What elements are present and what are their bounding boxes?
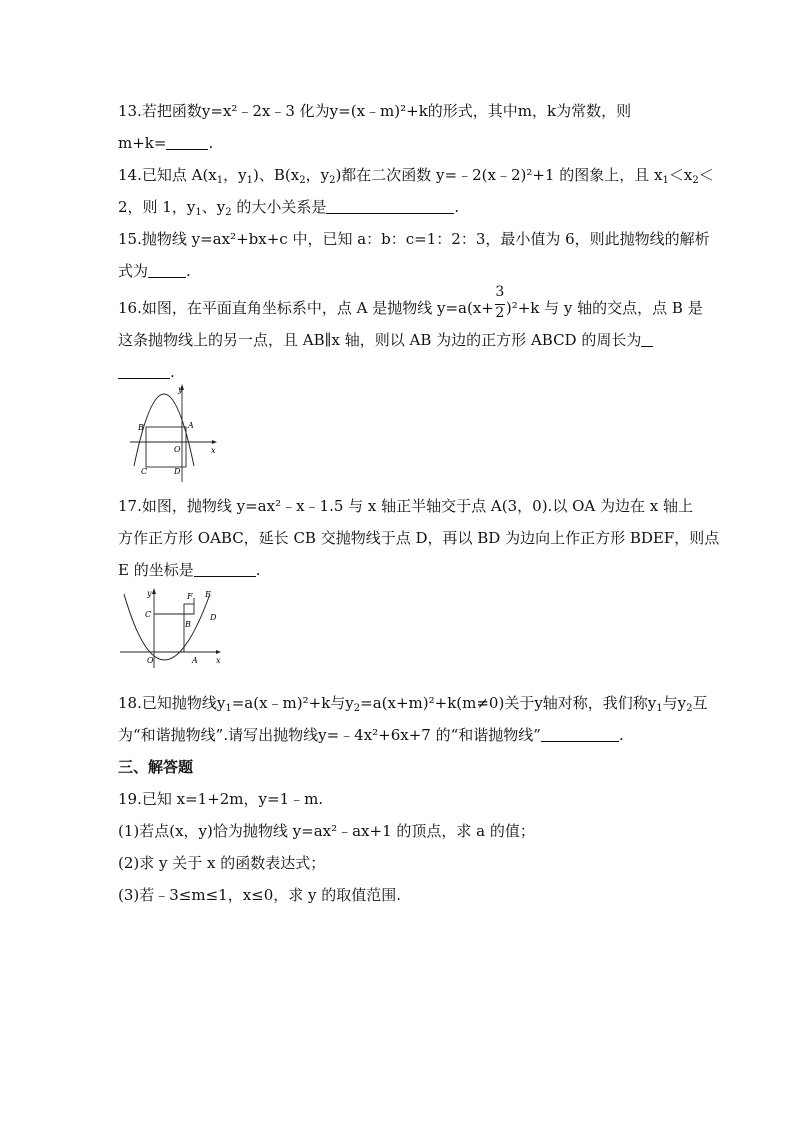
q17-line1: 17.如图，抛物线 y=ax²﹣x﹣1.5 与 x 轴正半轴交于点 A(3，0).以 OA 为边在 x 轴上 <box>118 497 693 515</box>
label-a: A <box>188 421 194 430</box>
q16-line2: 这条抛物线上的另一点，且 AB∥x 轴，则以 AB 为边的正方形 ABCD 的周长为 <box>118 330 653 350</box>
q15-line1: 15.抛物线 y=ax²+bx+c 中，已知 a：b：c=1：2：3，最小值为 6，则此抛物线的解析 <box>118 230 710 248</box>
label-c: C <box>141 467 148 476</box>
y-axis-arrow <box>152 588 156 594</box>
label-c: C <box>145 610 152 619</box>
label-d: D <box>174 467 181 476</box>
q18-line1: 18.已知抛物线$y_1=a(x﹣m)^2+k$与$y_2=a(x+m)^2+k(m\ne 0)$关于y轴对称，我们称$y_1$与$y_2$互 <box>118 694 708 714</box>
square-bdef <box>184 604 194 614</box>
x-axis-arrow <box>216 650 221 654</box>
q13-answer-blank[interactable] <box>166 135 208 150</box>
q13-line1: 13.若把函数y=x²﹣2x﹣3 化为y=(x﹣m)²+k的形式，其中m，k为常数，则 <box>118 102 632 120</box>
q15-line2: 式为 . <box>118 262 191 280</box>
q17-answer-blank[interactable] <box>194 562 256 577</box>
q14-line2: 2，则 1，$y_1$、$y_2$ 的大小关系是 . <box>118 198 460 218</box>
q17-line2: 方作正方形 OABC，延长 CB 交抛物线于点 D，再以 BD 为边向上作正方形 BDEF，则点 <box>118 529 720 547</box>
label-y: y <box>178 385 183 394</box>
label-e: E <box>205 590 211 599</box>
label-x: x <box>211 446 216 455</box>
q19-part2: (2)求 y 关于 x 的函数表达式； <box>118 854 326 872</box>
q17-parabola-figure <box>118 586 228 670</box>
q19-line1: 19.已知 x=1+2m，y=1﹣m. <box>118 790 324 808</box>
label-d: D <box>210 613 217 622</box>
label-a: A <box>192 656 198 665</box>
q13-line2: m+k= . <box>118 134 214 152</box>
label-b: B <box>185 620 191 629</box>
q14-line1: 14.已知点 $A(x_1$，$y_1$)、$B(x_2$，$y_2$)都在二次函数 y=﹣2(x﹣2)²+1 的图象上，且 $x_1<x_2<$ <box>118 166 714 186</box>
q16-answer-blank[interactable] <box>118 364 170 379</box>
q14-answer-blank[interactable] <box>326 199 454 214</box>
section-heading: 三、解答题 <box>118 758 194 776</box>
label-f: F <box>187 592 193 601</box>
label-o: O <box>147 656 154 665</box>
fraction-three-halves: $\frac{3}{2}$ <box>495 284 505 321</box>
q16-answer-blank-start[interactable] <box>641 332 653 347</box>
q18-line2: 为“和谐抛物线”.请写出抛物线y=﹣4x²+6x+7 的“和谐抛物线” . <box>118 726 624 744</box>
q17-line3: E 的坐标是 . <box>118 561 261 579</box>
q18-answer-blank[interactable] <box>541 727 619 742</box>
label-y: y <box>147 589 152 598</box>
label-o: O <box>174 445 181 454</box>
label-b: B <box>138 423 144 432</box>
q16-line3: . <box>118 362 175 382</box>
q19-part3: (3)若﹣3≤m≤1，x≤0，求 y 的取值范围. <box>118 886 402 904</box>
q16-line1: 16.如图，在平面直角坐标系中，点 A 是抛物线 y=a(x+ $\frac{3}{2}$ )²+k 与 y 轴的交点，点 B 是 <box>118 284 703 321</box>
q16-parabola-figure <box>130 382 226 482</box>
x-axis-arrow <box>212 440 217 444</box>
label-x: x <box>216 656 221 665</box>
q15-answer-blank[interactable] <box>148 263 186 278</box>
parabola <box>124 594 210 660</box>
q19-part1: (1)若点(x，y)恰为抛物线 y=ax²﹣ax+1 的顶点，求 a 的值； <box>118 822 535 840</box>
